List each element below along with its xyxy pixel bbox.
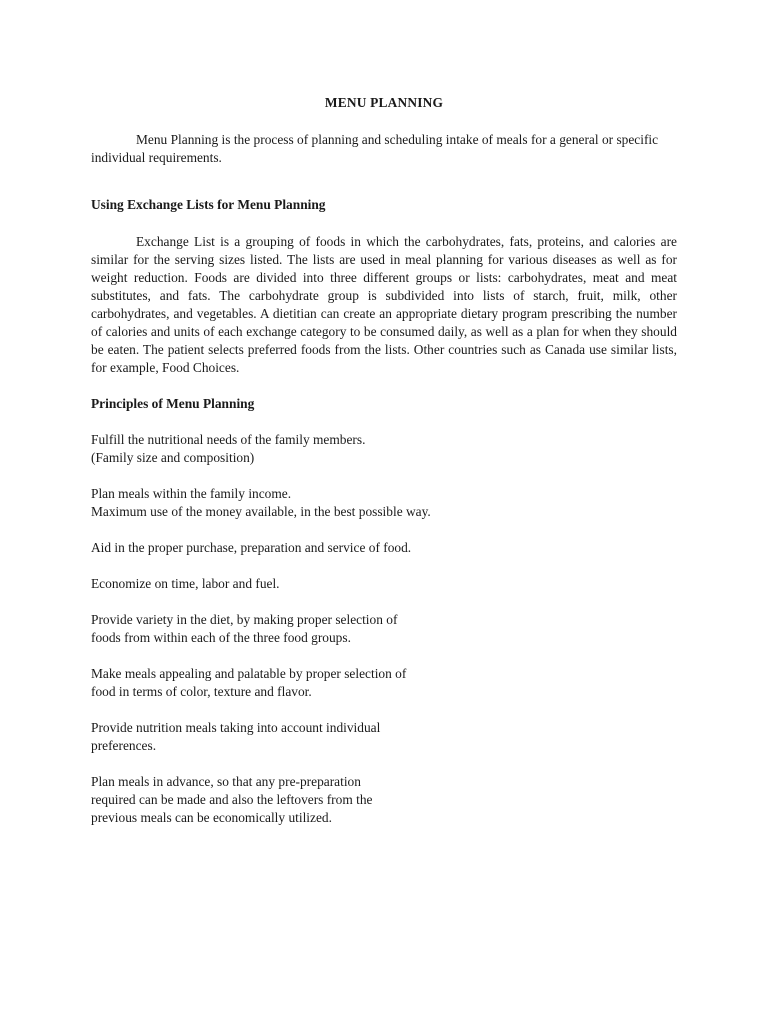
principle-line: preferences. bbox=[91, 738, 157, 753]
intro-paragraph: Menu Planning is the process of planning and scheduling intake of meals for a general or specific individual requirements. bbox=[91, 132, 659, 165]
principle-line: Plan meals in advance, so that any pre-preparation bbox=[91, 774, 361, 789]
principle-line: Fulfill the nutritional needs of the family members. bbox=[91, 432, 366, 447]
principle-line: Plan meals within the family income. bbox=[91, 486, 292, 501]
principle-line: (Family size and composition) bbox=[91, 450, 255, 465]
principle-item bbox=[91, 719, 481, 755]
section-heading-exchange-lists: Using Exchange Lists for Menu Planning bbox=[91, 197, 326, 212]
principle-line: Provide nutrition meals taking into account individual bbox=[91, 720, 381, 735]
principle-line: previous meals can be economically utilized. bbox=[91, 810, 332, 825]
principle-item bbox=[91, 485, 481, 521]
principle-item bbox=[91, 575, 481, 593]
principle-item bbox=[91, 431, 481, 467]
document-page bbox=[91, 94, 677, 845]
principle-item bbox=[91, 773, 481, 827]
principle-line: required can be made and also the leftovers from the bbox=[91, 792, 373, 807]
section-heading-principles: Principles of Menu Planning bbox=[91, 396, 255, 411]
principle-line: foods from within each of the three food groups. bbox=[91, 630, 351, 645]
exchange-list-paragraph: Exchange List is a grouping of foods in which the carbohydrates, fats, proteins, and calories are similar for the serving sizes listed. The lists are used in meal planning for various diseases as well as for weight reduction. Foods are divided into three different groups or lists: carbohydrates, meat and meat substitutes, and fats. The carbohydrate group is subdivided into lists of starch, fruit, milk, other carbohydrates, and vegetables. A dietitian can create an appropriate dietary program prescribing the number of calories and units of each exchange category to be consumed daily, as well as a plan for when they should be eaten. The patient selects preferred foods from the lists. Other countries such as Canada use similar lists, for example, Food Choices. bbox=[91, 234, 677, 375]
principle-line: Economize on time, labor and fuel. bbox=[91, 576, 280, 591]
principle-line: Aid in the proper purchase, preparation and service of food. bbox=[91, 540, 412, 555]
principles-list bbox=[91, 431, 677, 827]
principle-line: Provide variety in the diet, by making proper selection of bbox=[91, 612, 398, 627]
principle-line: Maximum use of the money available, in the best possible way. bbox=[91, 504, 431, 519]
principle-line: Make meals appealing and palatable by proper selection of bbox=[91, 666, 407, 681]
principle-line: food in terms of color, texture and flavor. bbox=[91, 684, 312, 699]
principle-item bbox=[91, 539, 481, 557]
document-title: MENU PLANNING bbox=[324, 95, 444, 110]
principle-item bbox=[91, 665, 481, 701]
principle-item bbox=[91, 611, 481, 647]
